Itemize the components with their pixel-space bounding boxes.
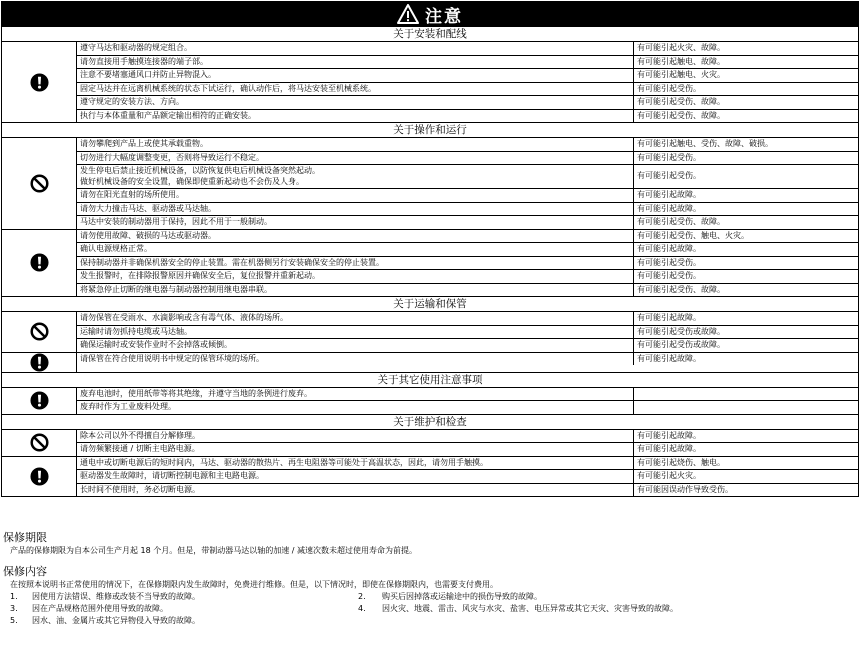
risk-text: 有可能引起受伤或故障。	[637, 340, 725, 349]
table-row	[77, 96, 858, 110]
list-item: 因在产品规格范围外使用导致的故障。	[32, 604, 168, 613]
safety-section	[1, 27, 859, 123]
prohibited-icon	[2, 138, 77, 229]
caution-banner	[1, 1, 859, 27]
list-item-number: 3.	[10, 604, 18, 613]
risk-text: 有可能引起受伤。	[637, 83, 701, 93]
section-title: 关于运输和保管	[2, 297, 858, 312]
risk-text: 有可能引起受伤、故障。	[637, 110, 725, 120]
table-row	[77, 230, 858, 244]
caution-line: 驱动器发生故障时，请切断控制电源和主电路电源。	[80, 471, 264, 480]
caution-text	[77, 430, 634, 443]
risk-text: 有可能引起烧伤、触电。	[637, 457, 725, 467]
risk-text: 有可能引起受伤、故障。	[637, 217, 725, 226]
table-row	[77, 189, 858, 203]
risk-text	[634, 401, 858, 414]
table-row	[77, 312, 858, 326]
risk-text: 有可能引起受伤。	[637, 271, 701, 280]
caution-line: 请勿攀爬到产品上或使其承载重物。	[80, 139, 208, 148]
caution-text	[77, 56, 634, 69]
table-row	[77, 83, 858, 97]
caution-text	[77, 230, 634, 243]
caution-group	[2, 457, 858, 497]
risk-text: 有可能引起触电、故障。	[637, 56, 725, 66]
caution-line: 执行与本体重量和产品额定输出相符的正确安装。	[80, 110, 256, 120]
table-row	[77, 69, 858, 83]
caution-text	[77, 138, 634, 151]
table-row	[77, 457, 858, 471]
caution-text	[77, 42, 634, 55]
caution-text	[77, 257, 634, 270]
table-row	[77, 326, 858, 340]
caution-group	[2, 388, 858, 414]
section-title: 关于其它使用注意事项	[2, 373, 858, 388]
caution-line: 运输时请勿抓持电缆或马达轴。	[80, 326, 192, 336]
caution-line: 切勿进行大幅度调整变更，否则将导致运行不稳定。	[80, 152, 264, 162]
caution-text	[77, 388, 634, 401]
warranty-content-title: 保修内容	[3, 565, 47, 578]
risk-text: 有可能引起受伤或故障。	[637, 326, 725, 336]
section-title: 关于操作和运行	[2, 123, 858, 138]
mandatory-icon	[2, 230, 77, 297]
caution-text	[77, 96, 634, 109]
caution-group	[2, 353, 858, 372]
caution-text	[77, 484, 634, 497]
caution-line: 除本公司以外不得擅自分解修理。	[80, 430, 200, 440]
table-row	[77, 243, 858, 257]
table-row	[77, 138, 858, 152]
caution-text	[77, 470, 634, 483]
caution-text	[77, 284, 634, 297]
table-row	[77, 270, 858, 284]
caution-text	[77, 165, 634, 188]
warranty-content-text: 在按照本说明书正常使用的情况下，在保修期限内发生故障时，免费进行维修。但是，以下情况时，即使在保修期限内，也需要支付费用。	[10, 580, 498, 589]
caution-text	[77, 270, 634, 283]
list-item-number: 4.	[358, 604, 366, 613]
caution-text	[77, 83, 634, 96]
risk-text	[634, 388, 858, 401]
caution-line: 固定马达并在远离机械系统的状态下试运行，确认动作后，将马达安装至机械系统。	[80, 83, 376, 93]
caution-line: 废弃时作为工业废料处理。	[80, 402, 176, 411]
table-row	[77, 165, 858, 189]
risk-text: 有可能引起故障。	[637, 444, 701, 453]
table-row	[77, 42, 858, 56]
caution-line: 遵守规定的安装方法、方向。	[80, 97, 184, 106]
table-row	[77, 56, 858, 70]
caution-line: 请勿保管在受雨水、水滴影响或含有毒气体、液体的场所。	[80, 313, 288, 322]
table-row	[77, 388, 858, 402]
risk-text: 有可能引起受伤、触电、火灾。	[637, 230, 749, 240]
risk-text: 有可能引起受伤。	[637, 152, 701, 162]
caution-text	[77, 443, 634, 456]
mandatory-icon	[2, 353, 77, 372]
risk-text: 有可能因误动作导致受伤。	[637, 484, 733, 494]
warranty-period-text: 产品的保修期限为自本公司生产月起 18 个月。但是，带制动器马达以轴的加速 / 减速次数未超过使用寿命为前提。	[10, 546, 418, 555]
list-item: 因火灾、地震、雷击、风灾与水灾、盐害、电压异常或其它天灾、灾害导致的故障。	[382, 604, 678, 613]
caution-line: 请勿大力撞击马达、驱动器或马达轴。	[80, 203, 216, 213]
risk-text: 有可能引起火灾。	[637, 471, 701, 480]
table-row	[77, 484, 858, 497]
risk-text: 有可能引起故障。	[637, 313, 701, 322]
table-row	[77, 353, 858, 366]
caution-line: 请勿直接用手触摸连接器的端子部。	[80, 56, 208, 66]
warranty-period-title: 保修期限	[3, 531, 47, 544]
caution-group	[2, 430, 858, 457]
caution-line: 确认电源规格正常。	[80, 244, 152, 253]
table-row	[77, 470, 858, 484]
safety-section	[1, 123, 859, 297]
risk-text: 有可能引起受伤、故障。	[637, 284, 725, 294]
caution-text	[77, 312, 634, 325]
list-item-number: 1.	[10, 592, 18, 601]
prohibited-icon	[2, 312, 77, 352]
caution-line: 注意不要堵塞通风口并防止异物混入。	[80, 70, 216, 79]
caution-line: 请保管在符合使用说明书中规定的保管环境的场所。	[80, 353, 264, 363]
caution-group	[2, 138, 858, 230]
list-item: 因水、油、金属片或其它异物侵入导致的故障。	[32, 616, 200, 625]
table-row	[77, 203, 858, 217]
caution-line: 长时间不使用时，务必切断电源。	[80, 484, 200, 494]
caution-line: 马达中安装的制动器用于保持，因此不用于一般制动。	[80, 217, 272, 226]
warranty-exclusion-list	[3, 591, 858, 627]
risk-text: 有可能引起受伤。	[637, 171, 701, 181]
caution-text	[77, 339, 634, 352]
caution-text	[77, 401, 634, 414]
caution-line: 保持制动器并非确保机器安全的停止装置。需在机器侧另行安装确保安全的停止装置。	[80, 257, 384, 267]
table-row	[77, 443, 858, 456]
caution-text	[77, 457, 634, 470]
mandatory-icon	[2, 388, 77, 414]
safety-section	[1, 415, 859, 498]
caution-line: 请勿频繁接通 / 切断主电路电源。	[80, 444, 200, 453]
warranty-section	[3, 531, 858, 627]
section-title: 关于维护和检查	[2, 415, 858, 430]
caution-text	[77, 110, 634, 123]
risk-text: 有可能引起触电、受伤、故障、破损。	[637, 139, 773, 148]
caution-line: 做好机械设备的安全设置，确保即使重新起动也不会伤及人身。	[80, 176, 304, 186]
banner-title: 注意	[425, 6, 463, 27]
caution-text	[77, 203, 634, 216]
risk-text: 有可能引起火灾、故障。	[637, 43, 725, 52]
caution-text	[77, 189, 634, 202]
caution-line: 请勿在阳光直射的场所使用。	[80, 190, 184, 199]
mandatory-icon	[2, 42, 77, 122]
risk-text: 有可能引起故障。	[637, 244, 701, 253]
list-item-number: 2.	[358, 592, 366, 601]
table-row	[77, 430, 858, 444]
caution-line: 发生报警时，在排除报警原因并确保安全后，复位报警并重新起动。	[80, 271, 320, 280]
table-row	[77, 216, 858, 229]
table-row	[77, 339, 858, 352]
caution-text	[77, 69, 634, 82]
risk-text: 有可能引起受伤。	[637, 257, 701, 267]
caution-text	[77, 216, 634, 229]
safety-tables	[1, 27, 859, 497]
caution-line: 通电中或切断电源后的短时间内，马达、驱动器的散热片、再生电阻器等可能处于高温状态，因此，请勿用手触摸。	[80, 457, 488, 467]
table-row	[77, 284, 858, 297]
risk-text: 有可能引起故障。	[637, 353, 701, 363]
risk-text: 有可能引起受伤、故障。	[637, 97, 725, 106]
caution-text	[77, 353, 634, 366]
caution-line: 发生停电后禁止接近机械设备，以防恢复供电后机械设备突然起动。	[80, 166, 320, 175]
list-item-number: 5.	[10, 616, 18, 625]
mandatory-icon	[2, 457, 77, 497]
caution-group	[2, 42, 858, 122]
risk-text: 有可能引起触电、火灾。	[637, 70, 725, 79]
safety-section	[1, 297, 859, 373]
list-item: 购买后因掉落或运输途中的损伤导致的故障。	[382, 592, 542, 601]
list-item: 因使用方法错误、维修或改装不当导致的故障。	[32, 592, 200, 601]
caution-line: 废弃电池时，使用纸带等将其绝缘，并遵守当地的条例进行废弃。	[80, 388, 312, 398]
risk-text: 有可能引起故障。	[637, 203, 701, 213]
safety-section	[1, 373, 859, 415]
table-row	[77, 257, 858, 271]
caution-group	[2, 312, 858, 353]
caution-text	[77, 152, 634, 165]
caution-line: 将紧急停止切断的继电器与制动器控制用继电器串联。	[80, 284, 272, 294]
table-row	[77, 401, 858, 414]
warning-icon	[397, 4, 419, 24]
caution-line: 请勿使用故障、破损的马达或驱动器。	[80, 230, 216, 240]
risk-text: 有可能引起故障。	[637, 190, 701, 199]
caution-text	[77, 243, 634, 256]
section-title: 关于安装和配线	[2, 27, 858, 42]
table-row	[77, 110, 858, 123]
caution-line: 确保运输时或安装作业时不会掉落或倾倒。	[80, 340, 232, 349]
caution-group	[2, 230, 858, 297]
caution-line: 遵守马达和驱动器的规定组合。	[80, 43, 192, 52]
table-row	[77, 152, 858, 166]
risk-text: 有可能引起故障。	[637, 430, 701, 440]
prohibited-icon	[2, 430, 77, 456]
caution-text	[77, 326, 634, 339]
